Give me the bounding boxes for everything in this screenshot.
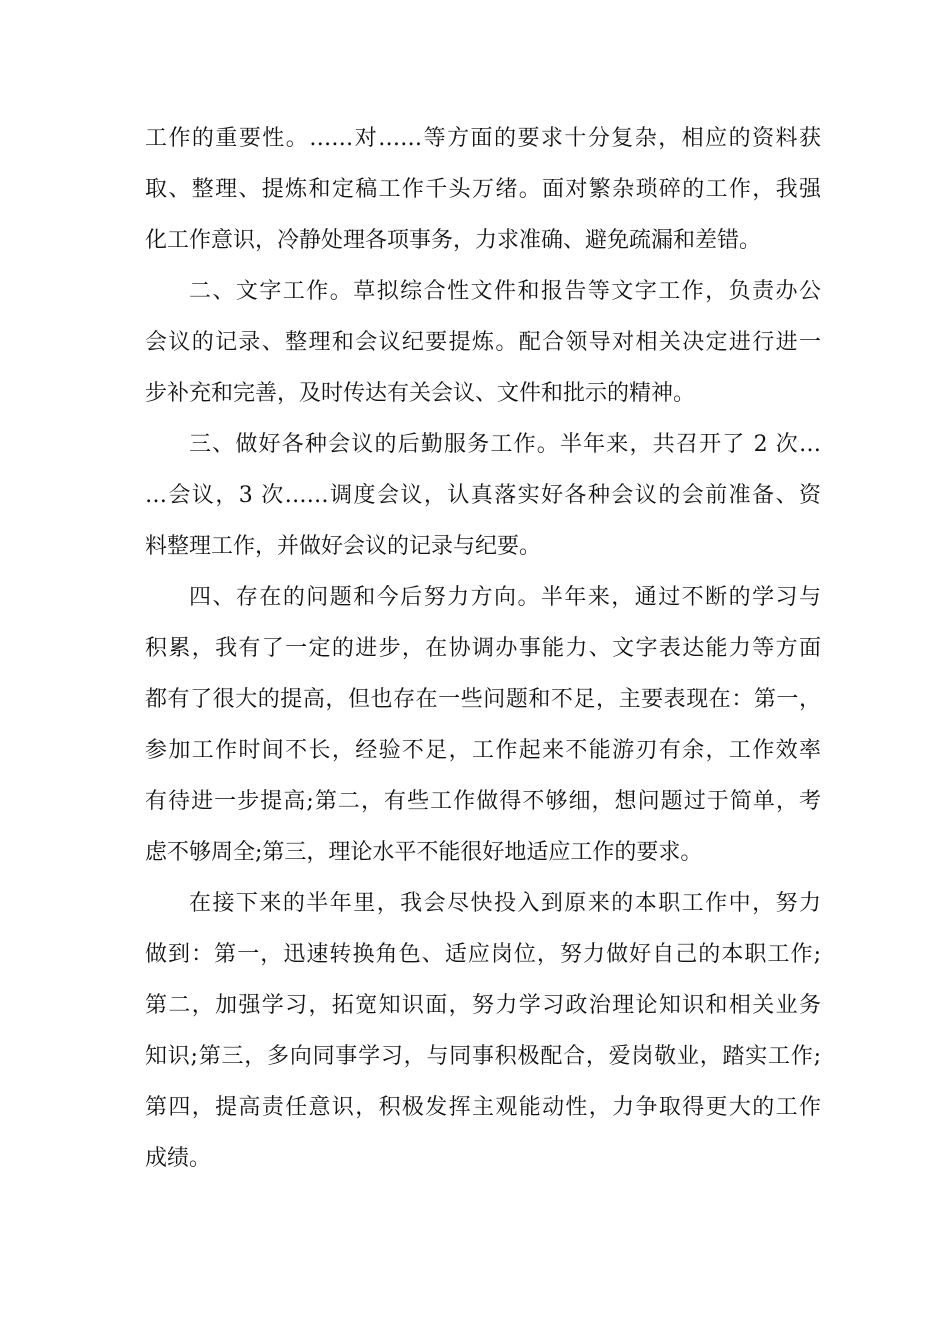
- text-line: 成绩。: [145, 1146, 212, 1171]
- text-line: 化工作意识，冷静处理各项事务，力求准确、避免疏漏和差错。: [145, 228, 762, 253]
- text-line: 知识;第三，多向同事学习，与同事积极配合，爱岗敬业，踏实工作;: [145, 1044, 821, 1069]
- text-line: 料整理工作，并做好会议的记录与纪要。: [145, 534, 542, 559]
- text-line: 积累，我有了一定的进步，在协调办事能力、文字表达能力等方面: [145, 636, 821, 661]
- text-line: 步补充和完善，及时传达有关会议、文件和批示的精神。: [145, 381, 696, 406]
- text-line: 工作的重要性。……对……等方面的要求十分复杂，相应的资料获: [145, 126, 821, 151]
- paragraph-start-line: 二、文字工作。草拟综合性文件和报告等文字工作，负责办公: [189, 279, 821, 304]
- text-line: 第四，提高责任意识，积极发挥主观能动性，力争取得更大的工作: [145, 1095, 821, 1120]
- text-line: 虑不够周全;第三，理论水平不能很好地适应工作的要求。: [145, 840, 703, 865]
- paragraph-start-line: 四、存在的问题和今后努力方向。半年来，通过不断的学习与: [189, 585, 821, 610]
- paragraph-start-line: 在接下来的半年里，我会尽快投入到原来的本职工作中，努力: [189, 891, 821, 916]
- document-body: [145, 113, 821, 1184]
- text-line: 有待进一步提高;第二，有些工作做得不够细，想问题过于简单，考: [145, 789, 821, 814]
- text-line: 第二，加强学习，拓宽知识面，努力学习政治理论知识和相关业务: [145, 993, 821, 1018]
- text-line: …会议，3 次……调度会议，认真落实好各种会议的会前准备、资: [145, 483, 821, 508]
- text-line: 都有了很大的提高，但也存在一些问题和不足，主要表现在：第一，: [145, 687, 821, 712]
- paragraph-start-line: 三、做好各种会议的后勤服务工作。半年来，共召开了 2 次…: [189, 432, 821, 457]
- text-line: 参加工作时间不长，经验不足，工作起来不能游刃有余，工作效率: [145, 738, 821, 763]
- text-line: 取、整理、提炼和定稿工作千头万绪。面对繁杂琐碎的工作，我强: [145, 177, 821, 202]
- text-line: 做到：第一，迅速转换角色、适应岗位，努力做好自己的本职工作;: [145, 942, 821, 967]
- text-line: 会议的记录、整理和会议纪要提炼。配合领导对相关决定进行进一: [145, 330, 821, 355]
